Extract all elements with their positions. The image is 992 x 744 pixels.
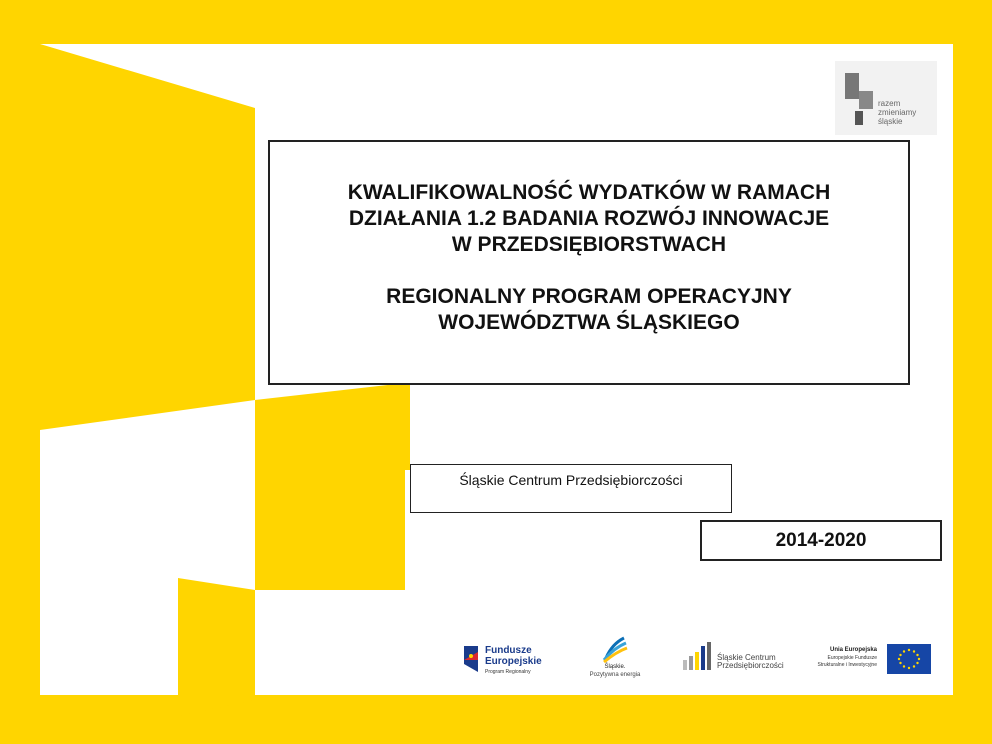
ue-line1: Unia Europejska bbox=[829, 647, 877, 653]
eu-flag-icon bbox=[887, 644, 931, 674]
eu-logo bbox=[801, 642, 931, 680]
subtitle-line: REGIONALNY PROGRAM OPERACYJNY bbox=[386, 285, 792, 308]
title-box bbox=[268, 140, 910, 385]
subtitle-line: WOJEWÓDZTWA ŚLĄSKIEGO bbox=[438, 311, 740, 334]
organization-name: Śląskie Centrum Przedsiębiorczości bbox=[410, 464, 732, 513]
scp-logo bbox=[681, 640, 784, 676]
scp-line1: Śląskie Centrum bbox=[717, 653, 776, 662]
logo-top-line: razem bbox=[878, 99, 901, 108]
footer-logos bbox=[456, 634, 936, 686]
fundusze-line2: Europejskie bbox=[485, 656, 542, 667]
slaskie-line2: Pozytywna energia bbox=[589, 672, 641, 678]
slaskie-logo bbox=[582, 634, 648, 684]
title-line: KWALIFIKOWALNOŚĆ WYDATKÓW W RAMACH bbox=[347, 181, 831, 204]
ue-line2: Europejskie Fundusze bbox=[827, 655, 877, 661]
logo-top-line: zmieniamy bbox=[878, 108, 917, 117]
fundusze-europejskie-logo bbox=[462, 642, 548, 682]
ue-line3: Strukturalne i Inwestycyjne bbox=[817, 662, 877, 668]
fundusze-line1: Fundusze bbox=[485, 645, 532, 656]
period-label: 2014-2020 bbox=[700, 520, 942, 561]
slaskie-line1: Śląskie. bbox=[604, 664, 626, 670]
title-line: DZIAŁANIA 1.2 BADANIA ROZWÓJ INNOWACJE bbox=[348, 207, 830, 230]
title-line: W PRZEDSIĘBIORSTWACH bbox=[451, 233, 727, 256]
razem-zmieniamy-slaskie-logo bbox=[835, 61, 937, 135]
logo-top-line: śląskie bbox=[878, 117, 903, 126]
fundusze-line3: Program Regionalny bbox=[485, 669, 531, 675]
scp-line2: Przedsiębiorczości bbox=[717, 661, 784, 670]
